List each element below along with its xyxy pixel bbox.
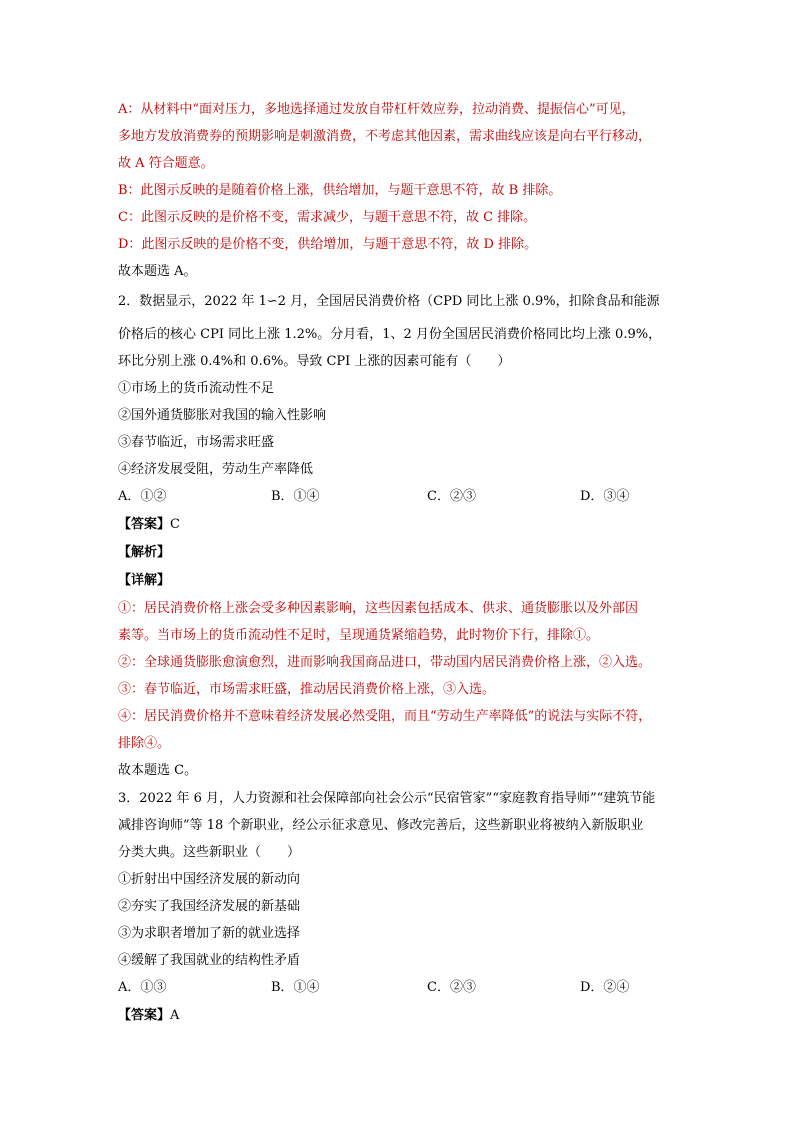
q2-stem-line2: 价格后的核心 CPI 同比上涨 1.2%。分月看，1、2 月份全国居民消费价格同比均上涨 0.9%， [118,327,662,342]
q2-detail-2: ②：全球通货膨胀愈演愈烈，进而影响我国商品进口，带动国内居民消费价格上涨，②入选。 [118,655,652,670]
q2-detail-4-line2: 排除④。 [118,736,171,751]
q1-analysis-b: B：此图示反映的是随着价格上涨，供给增加，与题干意思不符，故 B 排除。 [118,183,562,198]
q2-item-4: ④经济发展受阻，劳动生产率降低 [118,462,314,477]
q2-option-c: C．②③ [427,489,476,504]
q2-conclusion: 故本题选 C。 [118,763,198,778]
q1-conclusion: 故本题选 A。 [118,264,197,279]
q2-detail-label: 【详解】 [118,573,171,588]
q2-analysis-label: 【解析】 [118,545,171,560]
q3-option-a: A．①③ [118,980,167,995]
q2-stem-line3: 环比分别上涨 0.4%和 0.6%。导致 CPI 上涨的因素可能有（ ） [118,354,511,369]
q2-item-2: ②国外通货膨胀对我国的输入性影响 [118,408,327,423]
q3-item-2: ②夯实了我国经济发展的新基础 [118,899,301,914]
q2-item-3: ③春节临近，市场需求旺盛 [118,435,275,450]
answer-label: 【答案】 [118,1008,171,1023]
q3-item-1: ①折射出中国经济发展的新动向 [118,872,301,887]
q3-answer [118,1004,179,1023]
q3-stem-line2: 减排咨询师”等 18 个新职业，经公示征求意见、修改完善后，这些新职业将被纳入新版职业 [118,818,644,833]
q2-detail-3: ③：春节临近，市场需求旺盛，推动居民消费价格上涨，③入选。 [118,682,496,697]
q3-option-d: D．②④ [580,980,630,995]
q1-analysis-d: D：此图示反映的是价格不变，供给增加，与题干意思不符，故 D 排除。 [118,237,538,252]
q2-answer [118,513,180,532]
answer-label: 【答案】 [118,517,171,532]
q2-detail-4-line1: ④：居民消费价格并不意味着经济发展必然受阻，而且“劳动生产率降低”的说法与实际不符， [118,709,652,724]
q2-detail-1-line1: ①：居民消费价格上涨会受多种因素影响，这些因素包括成本、供求、通货膨胀以及外部因 [118,601,639,616]
q1-analysis-c: C：此图示反映的是价格不变，需求减少，与题干意思不符，故 C 排除。 [118,210,537,225]
q2-option-d: D．③④ [580,489,630,504]
q2-stem-line1: 2．数据显示，2022 年 1∽2 月，全国居民消费价格（CPD 同比上涨 0.9%，扣除食品和能源 [118,294,660,309]
q3-option-c: C．②③ [427,980,476,995]
q2-option-b: B．①④ [271,489,320,504]
q3-stem-line3: 分类大典。这些新职业（ ） [118,845,301,860]
q3-option-b: B．①④ [271,980,320,995]
q1-analysis-a-line1: A：从材料中“面对压力，多地选择通过发放自带杠杆效应券，拉动消费、提振信心”可见， [118,102,635,117]
q2-item-1: ①市场上的货币流动性不足 [118,381,275,396]
q3-item-4: ④缓解了我国就业的结构性矛盾 [118,953,301,968]
q1-analysis-a-line2: 多地方发放消费券的预期影响是刺激消费，不考虑其他因素，需求曲线应该是向右平行移动， [118,129,652,144]
q2-option-a: A．①② [118,489,167,504]
answer-value: C [170,517,180,532]
q3-stem-line1: 3．2022 年 6 月，人力资源和社会保障部向社会公示“民宿管家”“家庭教育指导师”“建筑节能 [118,791,656,806]
answer-value: A [170,1008,180,1023]
q2-detail-1-line2: 素等。当市场上的货币流动性不足时，呈现通货紧缩趋势，此时物价下行，排除①。 [118,628,600,643]
q3-item-3: ③为求职者增加了新的就业选择 [118,926,301,941]
q1-analysis-a-line3: 故 A 符合题意。 [118,156,214,171]
